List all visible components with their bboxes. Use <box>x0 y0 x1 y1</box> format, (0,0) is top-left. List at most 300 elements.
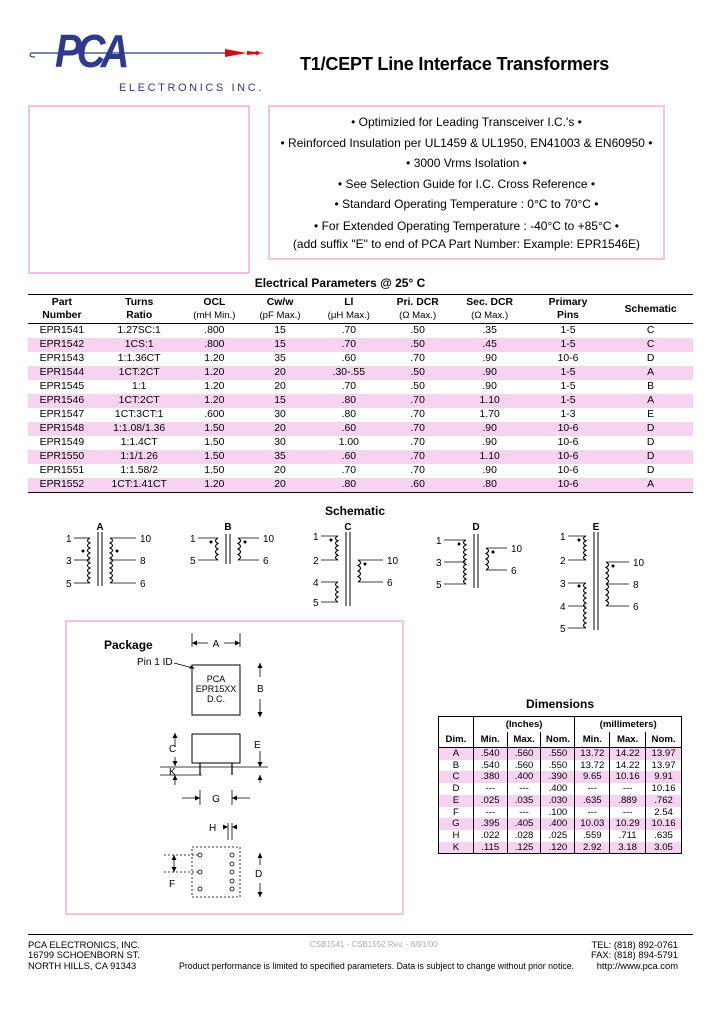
pin-label: 5 <box>313 598 319 609</box>
group-mm: (millimeters) <box>575 717 682 733</box>
schematic-a <box>66 522 152 590</box>
table-cell: 1.20 <box>183 478 247 493</box>
table-cell: 13.97 <box>646 748 682 760</box>
table-cell: .70 <box>384 422 452 436</box>
schematic-c <box>313 522 399 609</box>
table-cell: .800 <box>183 338 247 352</box>
params-header-row <box>28 295 693 324</box>
package-svg <box>120 625 280 910</box>
table-cell: .540 <box>473 760 507 772</box>
schematic-e <box>560 522 645 635</box>
table-cell: 15 <box>246 394 314 408</box>
params-header-cell <box>452 295 528 324</box>
dims-header-cell: Nom. <box>646 732 682 748</box>
header-main: Part <box>51 297 72 308</box>
table-cell: .030 <box>541 795 575 807</box>
table-cell: .028 <box>507 830 541 842</box>
params-header-cell <box>384 295 452 324</box>
table-cell: 1.50 <box>204 437 225 448</box>
dim-letter-k: K <box>169 767 176 778</box>
table-cell: 10-6 <box>528 450 608 464</box>
params-header-cell <box>314 295 384 324</box>
table-cell: .70 <box>314 338 384 352</box>
table-cell: .800 <box>204 325 225 336</box>
table-row <box>439 748 682 760</box>
schematic-label: B <box>224 522 232 533</box>
group-inches: (Inches) <box>473 717 575 733</box>
table-cell: E <box>439 795 474 807</box>
table-cell: 10-6 <box>557 353 579 364</box>
table-cell: C <box>608 338 693 352</box>
header-sub: Ratio <box>126 310 153 321</box>
table-cell: 1.10 <box>452 394 528 408</box>
table-cell: .70 <box>410 353 425 364</box>
pin-label: 5 <box>66 579 72 590</box>
schematic-title: Schematic <box>324 504 386 518</box>
table-cell: 3.05 <box>646 842 682 854</box>
table-cell: 10-6 <box>557 465 579 476</box>
header-sub: (pF Max.) <box>259 310 301 321</box>
feature-note: (add suffix "E" to end of PCA Part Number: Example: EPR1546E) <box>292 236 641 251</box>
table-cell: 20 <box>246 366 314 380</box>
table-cell: 13.97 <box>646 760 682 772</box>
table-cell: --- <box>473 807 507 819</box>
pin-label: 3 <box>560 579 566 590</box>
table-cell: 1.27SC:1 <box>117 325 161 336</box>
table-cell: .400 <box>541 818 575 830</box>
table-cell: EPR1546 <box>28 394 96 408</box>
table-cell: .400 <box>541 783 575 795</box>
table-cell: .80 <box>341 409 357 420</box>
dim-letter-f: F <box>169 879 176 890</box>
table-row <box>28 436 693 450</box>
table-cell: F <box>452 806 459 818</box>
table-cell: D <box>608 450 693 464</box>
header-main: OCL <box>203 297 226 308</box>
table-cell: 10.16 <box>646 818 682 830</box>
pin1-label: Pin 1 ID <box>137 657 173 668</box>
table-cell: --- <box>507 807 541 819</box>
dimensions-table <box>438 716 682 854</box>
table-cell: .90 <box>482 381 497 392</box>
pin-label: 2 <box>560 556 566 567</box>
table-row <box>439 807 682 819</box>
pin-label: 1 <box>66 534 72 545</box>
table-cell: .45 <box>452 338 528 352</box>
pin-label: 8 <box>140 556 146 567</box>
header-main: Sec. DCR <box>466 297 514 308</box>
table-cell: .80 <box>314 394 384 408</box>
table-cell: .30-.55 <box>314 366 384 380</box>
table-cell: 1CT:1.41CT <box>96 478 183 493</box>
table-row <box>28 478 693 493</box>
header-sub: (mH Min.) <box>193 310 236 321</box>
pin-label: 8 <box>633 580 639 591</box>
dim-letter-d: D <box>255 869 263 880</box>
schematic-d <box>436 522 523 591</box>
table-cell: .70 <box>341 381 357 392</box>
table-cell: .125 <box>507 842 541 854</box>
table-cell: .90 <box>452 366 528 380</box>
header-main: Turns <box>125 297 154 308</box>
table-cell: .50 <box>384 366 452 380</box>
schematic-b <box>190 522 275 567</box>
schematic-label: E <box>592 522 600 533</box>
table-cell: 20 <box>246 478 314 493</box>
table-cell: 14.22 <box>610 748 646 760</box>
pin-label: 1 <box>190 534 196 545</box>
table-cell: K <box>439 842 474 854</box>
table-cell: 10.16 <box>610 771 646 783</box>
header-main: Primary <box>548 297 588 308</box>
table-row <box>28 408 693 422</box>
pin-label: 1 <box>313 532 319 543</box>
table-cell: .50 <box>410 325 425 336</box>
table-cell: 13.72 <box>575 748 610 760</box>
table-cell: EPR1552 <box>28 478 96 493</box>
feature-line: • 3000 Vrms Isolation • <box>406 156 527 170</box>
table-cell: .035 <box>507 795 541 807</box>
pin-label: 5 <box>560 624 566 635</box>
table-cell: .540 <box>473 748 507 760</box>
table-cell: EPR1551 <box>39 465 85 476</box>
header-sub: (μH Max.) <box>327 310 370 321</box>
table-row <box>439 760 682 772</box>
table-cell: EPR1544 <box>28 366 96 380</box>
table-cell: .635 <box>646 830 682 842</box>
table-cell: 1.70 <box>479 409 500 420</box>
header-main: Schematic <box>624 303 677 315</box>
table-row <box>28 352 693 366</box>
table-cell: 1CS:1 <box>96 338 183 352</box>
table-cell: 1.50 <box>183 450 247 464</box>
params-body <box>28 324 693 493</box>
header-sub: (Ω Max.) <box>399 310 437 321</box>
table-cell: --- <box>575 783 610 795</box>
params-header-cell <box>246 295 314 324</box>
pin-label: 6 <box>263 556 269 567</box>
table-cell: B <box>647 381 655 392</box>
table-cell: C <box>646 325 655 336</box>
params-header-cell <box>608 295 693 324</box>
table-row <box>439 783 682 795</box>
table-row <box>439 795 682 807</box>
table-cell: .90 <box>482 353 497 364</box>
pin-label: 10 <box>263 534 275 545</box>
package-drawing <box>120 625 280 910</box>
dim-letter-h: H <box>209 823 217 834</box>
table-cell: .559 <box>575 830 610 842</box>
table-cell: .022 <box>473 830 507 842</box>
table-cell: .400 <box>507 771 541 783</box>
table-cell: 1CT:2CT <box>96 366 183 380</box>
pin-label: 1 <box>436 536 442 547</box>
table-cell: 1-5 <box>528 394 608 408</box>
pin-label: 10 <box>140 534 152 545</box>
dim-letter-a: A <box>212 639 220 650</box>
table-cell: 1:1.08/1.36 <box>96 422 183 436</box>
table-cell: 20 <box>274 465 286 476</box>
table-cell: D <box>646 353 655 364</box>
params-header-cell <box>528 295 608 324</box>
address-line: PCA ELECTRONICS, INC. <box>28 939 141 950</box>
table-cell: 9.91 <box>646 771 682 783</box>
table-cell: .395 <box>473 818 507 830</box>
table-cell: 1-5 <box>560 381 576 392</box>
table-cell: 1CT:2CT <box>96 394 183 408</box>
header-main: Pri. DCR <box>396 297 439 308</box>
table-cell: EPR1541 <box>39 325 85 336</box>
header-sub: Number <box>42 310 82 321</box>
pin-label: 10 <box>511 544 523 555</box>
table-cell: EPR1547 <box>39 409 85 420</box>
table-cell: A <box>439 748 474 760</box>
dimensions-title: Dimensions <box>525 697 594 711</box>
dims-header-cell: Max. <box>610 732 646 748</box>
table-cell: .100 <box>541 807 575 819</box>
pin-label: 6 <box>387 578 393 589</box>
table-cell: .60 <box>384 478 452 493</box>
table-cell: .762 <box>646 795 682 807</box>
table-cell: .380 <box>473 771 507 783</box>
table-cell: .711 <box>610 830 646 842</box>
doc-reference: CSB1541 - CSB1552 Rev. - 6/91/00 <box>310 940 438 949</box>
address-line: 16799 SCHOENBORN ST. <box>28 949 141 961</box>
table-cell: .50 <box>410 381 425 392</box>
table-cell: 1:1.58/2 <box>120 465 158 476</box>
table-row <box>28 338 693 352</box>
table-cell: .120 <box>541 842 575 854</box>
params-header-cell <box>96 295 183 324</box>
table-cell: G <box>439 818 474 830</box>
table-row <box>28 380 693 394</box>
header-sub: (Ω Max.) <box>471 310 509 321</box>
table-cell: --- <box>575 807 610 819</box>
schematic-label: C <box>344 522 352 533</box>
dim-letter-e: E <box>254 740 261 751</box>
schematic-label: D <box>472 522 480 533</box>
table-cell: 15 <box>246 338 314 352</box>
table-cell: 20 <box>246 422 314 436</box>
table-cell: 1.20 <box>204 381 225 392</box>
table-cell: .90 <box>482 437 497 448</box>
image-placeholder-box <box>28 105 250 274</box>
table-cell: 10-6 <box>557 437 579 448</box>
table-cell: .550 <box>541 760 575 772</box>
table-cell: 20 <box>274 381 286 392</box>
table-cell: D <box>646 465 655 476</box>
address-line: NORTH HILLS, CA 91343 <box>28 959 137 971</box>
table-cell: .025 <box>473 795 507 807</box>
table-cell: A <box>608 394 693 408</box>
params-header-cell <box>28 295 96 324</box>
table-cell: 2.92 <box>575 842 610 854</box>
table-cell: .80 <box>314 478 384 493</box>
table-cell: .405 <box>507 818 541 830</box>
table-cell: 13.72 <box>575 760 610 772</box>
table-cell: .90 <box>452 422 528 436</box>
table-cell: .35 <box>482 325 497 336</box>
pin-label: 6 <box>140 579 146 590</box>
tel: TEL: (818) 892-0761 <box>591 939 678 950</box>
table-cell: .560 <box>507 760 541 772</box>
pin-label: 3 <box>436 558 442 569</box>
table-cell: EPR1549 <box>39 437 85 448</box>
table-cell: 1-5 <box>528 338 608 352</box>
pin-label: 3 <box>66 556 72 567</box>
table-cell: .50 <box>384 338 452 352</box>
feature-line: • Optimizied for Leading Transceiver I.C.'s • <box>351 115 582 129</box>
features-box <box>268 105 665 260</box>
feature-line: • Standard Operating Temperature : 0°C to 70°C • <box>334 197 599 211</box>
table-cell: .60 <box>314 422 384 436</box>
pin-label: 2 <box>313 556 319 567</box>
disclaimer: Product performance is limited to specified parameters. Data is subject to change without prior notice. <box>179 961 575 971</box>
table-cell: EPR1545 <box>39 381 85 392</box>
table-cell: 10.03 <box>575 818 610 830</box>
dims-header-cell: Max. <box>507 732 541 748</box>
table-cell: EPR1548 <box>28 422 96 436</box>
table-row <box>439 771 682 783</box>
dims-header-cell: Min. <box>473 732 507 748</box>
table-cell: .70 <box>410 409 425 420</box>
table-row <box>439 830 682 842</box>
table-cell: 3.18 <box>610 842 646 854</box>
pin-label: 4 <box>313 578 319 589</box>
marking-line-2: EPR15XX <box>195 684 237 694</box>
table-cell: --- <box>610 783 646 795</box>
website-link[interactable]: http://www.pca.com <box>596 959 678 971</box>
table-cell: 1.20 <box>204 353 225 364</box>
table-cell: .70 <box>384 450 452 464</box>
feature-line: • See Selection Guide for I.C. Cross Reference • <box>337 176 596 191</box>
table-cell: --- <box>507 783 541 795</box>
table-row <box>28 366 693 380</box>
header-main: Cw/w <box>266 297 294 308</box>
table-cell: H <box>452 829 460 841</box>
contact-block <box>560 940 678 971</box>
table-row <box>439 842 682 854</box>
params-table-wrap <box>28 294 693 493</box>
dim-letter-c: C <box>169 744 177 755</box>
table-cell: 35 <box>274 353 286 364</box>
pin-label: 5 <box>436 580 442 591</box>
header-main: Ll <box>344 297 354 308</box>
table-row <box>28 394 693 408</box>
table-cell: .025 <box>541 830 575 842</box>
table-cell: C <box>439 771 474 783</box>
dims-header-cell: Min. <box>575 732 610 748</box>
table-row <box>28 324 693 339</box>
logo-letters: PCA <box>55 26 125 78</box>
feature-line: • Reinforced Insulation per UL1459 & UL1950, EN41003 & EN60950 • <box>280 135 653 150</box>
table-cell: .560 <box>507 748 541 760</box>
marking-line-3: D.C. <box>207 694 225 704</box>
table-cell: 1.20 <box>183 366 247 380</box>
table-cell: D <box>608 422 693 436</box>
table-row <box>28 450 693 464</box>
table-cell: 1-5 <box>560 325 576 336</box>
table-cell: EPR1542 <box>28 338 96 352</box>
table-cell: EPR1543 <box>39 353 85 364</box>
table-cell: --- <box>610 807 646 819</box>
params-title: Electrical Parameters @ 25° C <box>254 276 426 290</box>
footer-address <box>28 940 140 971</box>
table-cell: 1.50 <box>204 465 225 476</box>
table-cell: .60 <box>341 353 357 364</box>
dim-letter-b: B <box>257 684 264 695</box>
params-table <box>28 294 693 493</box>
table-cell: .600 <box>204 409 225 420</box>
table-cell: --- <box>473 783 507 795</box>
dims-header-cell: Dim. <box>445 733 467 745</box>
table-cell: 35 <box>246 450 314 464</box>
table-cell: A <box>608 478 693 493</box>
table-cell: .635 <box>575 795 610 807</box>
table-cell: .70 <box>341 465 357 476</box>
dimensions-table-wrap <box>438 716 682 854</box>
table-cell: .70 <box>410 465 425 476</box>
table-cell: A <box>608 366 693 380</box>
table-cell: 1:1 <box>131 381 147 392</box>
table-cell: D <box>646 437 655 448</box>
schematic-label: A <box>96 522 104 533</box>
pin-label: 6 <box>633 602 639 613</box>
table-cell: .80 <box>452 478 528 493</box>
table-cell: .550 <box>541 748 575 760</box>
table-cell: EPR1550 <box>28 450 96 464</box>
table-cell: .70 <box>384 394 452 408</box>
table-cell: .115 <box>473 842 507 854</box>
table-cell: D <box>452 783 460 795</box>
table-cell: .90 <box>482 465 497 476</box>
table-cell: 1.20 <box>183 394 247 408</box>
pin-label: 6 <box>511 566 517 577</box>
table-row <box>28 464 693 478</box>
dims-header-cell: Nom. <box>541 732 575 748</box>
table-cell: 1CT:3CT:1 <box>114 409 164 420</box>
fax: FAX: (818) 894-5791 <box>590 949 678 961</box>
table-cell: 10.16 <box>646 783 682 795</box>
pin-label: 10 <box>633 558 645 569</box>
table-cell: 10-6 <box>528 478 608 493</box>
table-cell: .889 <box>610 795 646 807</box>
table-cell: 15 <box>274 325 286 336</box>
table-cell: 1:1.36CT <box>117 353 161 364</box>
table-cell: 14.22 <box>610 760 646 772</box>
table-cell: 1.50 <box>183 422 247 436</box>
table-cell: 1-5 <box>528 366 608 380</box>
params-header-cell <box>183 295 247 324</box>
pin-label: 4 <box>560 602 566 613</box>
company-name: ELECTRONICS INC. <box>119 82 264 94</box>
package-title: Package <box>104 638 153 652</box>
table-cell: 2.54 <box>646 807 682 819</box>
table-cell: 30 <box>274 437 286 448</box>
table-cell: E <box>647 409 655 420</box>
table-cell: 30 <box>274 409 286 420</box>
table-row <box>439 818 682 830</box>
table-cell: .70 <box>410 437 425 448</box>
pin-label: 1 <box>560 532 566 543</box>
table-cell: 1.00 <box>338 437 359 448</box>
pin-label: 5 <box>190 556 196 567</box>
marking-line-1: PCA <box>206 674 226 684</box>
header-sub: Pins <box>557 310 579 321</box>
dim-letter-g: G <box>212 794 220 805</box>
table-cell: 1:1.4CT <box>120 437 158 448</box>
table-cell: 9.65 <box>575 771 610 783</box>
